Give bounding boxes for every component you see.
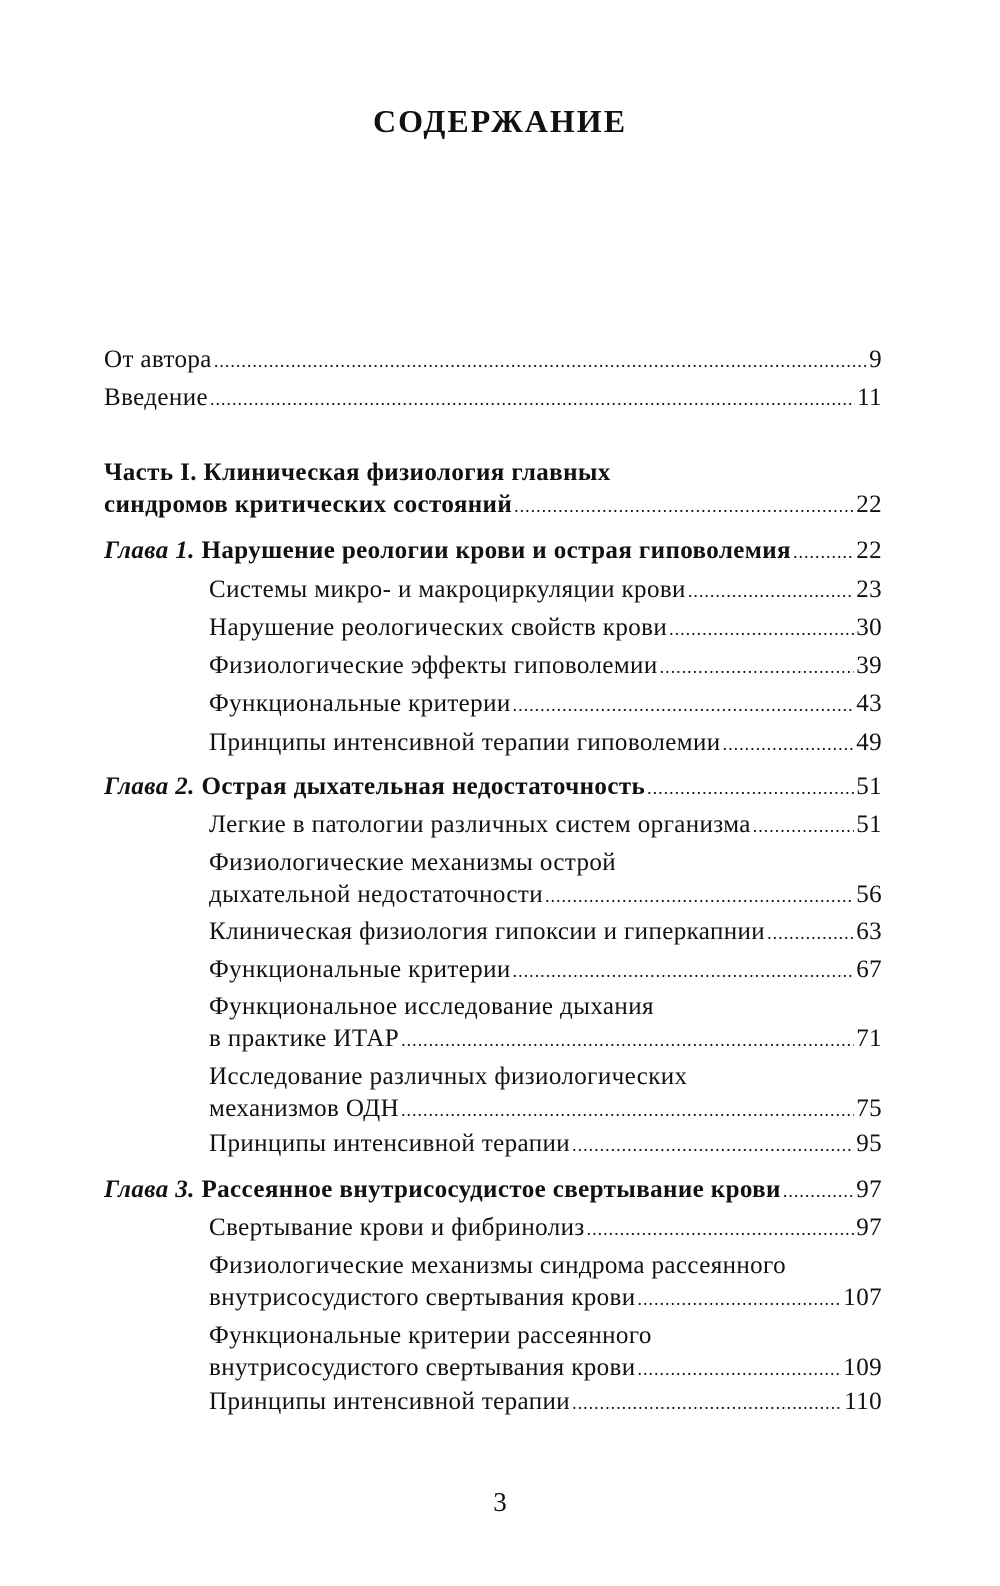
toc-section[interactable] [209,809,882,842]
toc-entry-text: Легкие в патологии различных систем организма [209,811,751,838]
toc-entry-page: 9 [869,346,882,373]
page-number: 3 [493,1487,507,1517]
toc-entry-page: 49 [856,729,882,756]
leader-dots [210,382,855,415]
chapter-label: Глава 2. [104,773,195,800]
toc-section[interactable] [209,847,882,912]
toc-entry-text: Принципы интенсивной терапии [209,1130,571,1157]
toc-entry-text-line-1: Физиологические механизмы острой [209,849,617,876]
toc-entry-text: Нарушение реологических свойств крови [209,614,668,641]
toc-entry-page: 43 [856,690,882,717]
chapter-title: Острая дыхательная недостаточность [201,773,646,800]
toc-entry-page: 107 [843,1284,882,1311]
toc-entry-text-line-2: внутрисосудистого свертывания крови [209,1354,636,1381]
toc-entry-text-line-1: Функциональные критерии рассеянного [209,1322,652,1349]
toc-entry-page: 71 [856,1025,882,1052]
leader-dots [572,1386,842,1419]
toc-entry-text-line-2: в практике ИТАР [209,1025,400,1052]
toc-section[interactable] [209,1128,882,1161]
toc-section[interactable] [209,574,882,607]
leader-dots [401,1093,854,1126]
toc-entry-text-line-2: внутрисосудистого свертывания крови [209,1284,636,1311]
leader-dots [638,1282,842,1315]
leader-dots [638,1352,842,1385]
leader-dots [767,916,854,949]
leader-dots [783,1174,854,1207]
leader-dots [587,1212,855,1245]
toc-entry-page: 97 [856,1176,882,1203]
chapter-label: Глава 3. [104,1176,195,1203]
toc-section[interactable] [209,1320,882,1385]
toc-entry-text: Физиологические эффекты гиповолемии [209,652,658,679]
leader-dots [753,809,854,842]
toc-entry-text-line-2: механизмов ОДН [209,1095,400,1122]
toc-entry-page: 95 [856,1130,882,1157]
toc-entry-text: Свертывание крови и фибринолиз [209,1214,585,1241]
page-title: СОДЕРЖАНИЕ [372,103,628,139]
toc-entry-text-line-1: Физиологические механизмы синдрома рассеянного [209,1252,786,1279]
leader-dots [647,771,854,804]
chapter-label: Глава 1. [104,537,195,564]
toc-entry-page: 63 [856,918,882,945]
part-title-line-2: синдромов критических состояний [104,491,513,518]
leader-dots [513,688,855,721]
toc-entry-text: Клиническая физиология гипоксии и гиперкапнии [209,918,766,945]
toc-entry-introduction[interactable] [104,382,882,415]
toc-section[interactable] [209,954,882,987]
leader-dots [214,344,867,377]
toc-entry-page: 56 [856,881,882,908]
leader-dots [688,574,854,607]
leader-dots [545,879,854,912]
toc-section[interactable] [209,612,882,645]
toc-entry-text: Введение [104,384,208,411]
leader-dots [572,1128,854,1161]
toc-section[interactable] [209,688,882,721]
toc-entry-page: 67 [856,956,882,983]
toc-entry-text: Системы микро- и макроциркуляции крови [209,576,686,603]
chapter-title: Нарушение реологии крови и острая гиповолемия [201,537,791,564]
toc-entry-text-line-1: Функциональное исследование дыхания [209,993,654,1020]
toc-chapter-1[interactable] [104,535,882,568]
toc-entry-page: 30 [856,614,882,641]
toc-entry-page: 51 [856,773,882,800]
leader-dots [514,489,854,522]
toc-entry-text: Функциональные критерии [209,956,511,983]
toc-entry-page: 11 [857,384,882,411]
toc-entry-page: 109 [843,1354,882,1381]
toc-entry-from-author[interactable] [104,344,882,377]
leader-dots [660,650,855,683]
toc-part-1[interactable] [104,457,882,522]
toc-entry-text: Функциональные критерии [209,690,511,717]
toc-entry-page: 39 [856,652,882,679]
toc-section[interactable] [209,1250,882,1315]
toc-section[interactable] [209,650,882,683]
toc-entry-text: Принципы интенсивной терапии гиповолемии [209,729,721,756]
toc-entry-page: 22 [856,537,882,564]
leader-dots [401,1023,854,1056]
chapter-title: Рассеянное внутрисосудистое свертывание крови [201,1176,781,1203]
leader-dots [669,612,854,645]
toc-entry-text-line-2: дыхательной недостаточности [209,881,544,908]
leader-dots [793,535,854,568]
toc-entry-text-line-1: Исследование различных физиологических [209,1063,688,1090]
toc-section[interactable] [209,1212,882,1245]
toc-chapter-3[interactable] [104,1174,882,1207]
toc-entry-page: 23 [856,576,882,603]
part-title-line-1: Часть I. Клиническая физиология главных [104,459,611,486]
toc-entry-page: 22 [856,491,882,518]
toc-section[interactable] [209,727,882,760]
toc-section[interactable] [209,1061,882,1126]
toc-entry-text: От автора [104,346,212,373]
toc-entry-page: 97 [856,1214,882,1241]
toc-entry-page: 51 [856,811,882,838]
toc-section[interactable] [209,991,882,1056]
toc-chapter-2[interactable] [104,771,882,804]
toc-entry-page: 110 [844,1388,882,1415]
leader-dots [723,727,855,760]
toc-entry-page: 75 [856,1095,882,1122]
toc-section[interactable] [209,1386,882,1419]
leader-dots [513,954,855,987]
toc-entry-text: Принципы интенсивной терапии [209,1388,571,1415]
toc-section[interactable] [209,916,882,949]
